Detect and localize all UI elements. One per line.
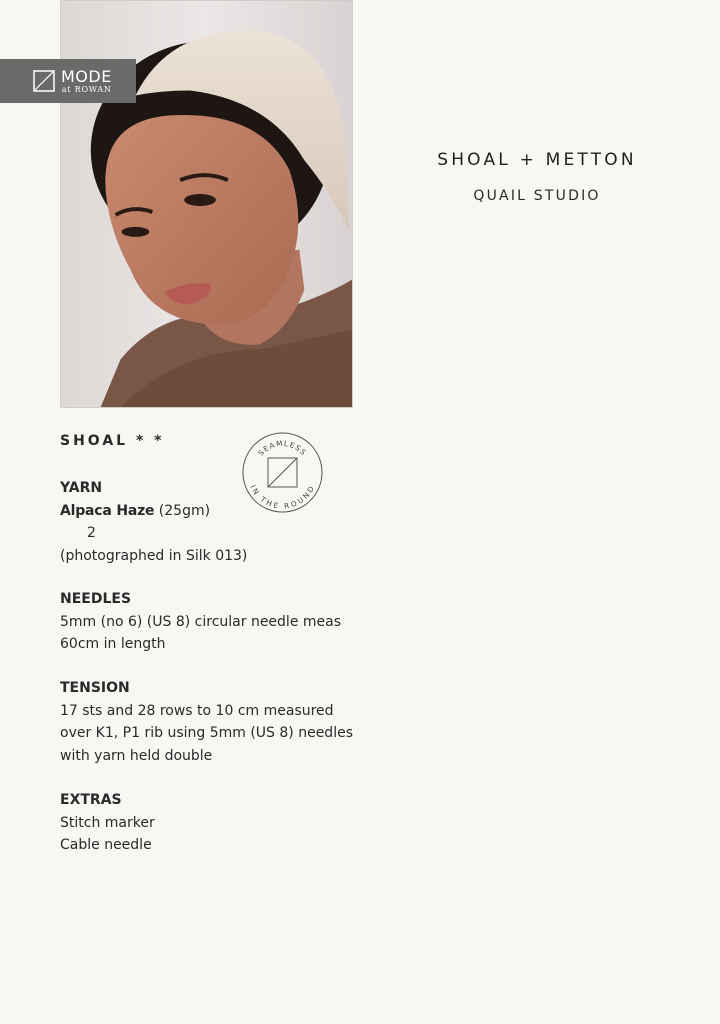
yarn-heading: YARN xyxy=(60,480,103,496)
needles-line-1: 5mm (no 6) (US 8) circular needle meas xyxy=(60,613,342,630)
extras-heading: EXTRAS xyxy=(60,792,122,808)
needles-heading: NEEDLES xyxy=(60,591,132,607)
extras-item-2: Cable needle xyxy=(60,837,152,853)
logo-sub-text: at ROWAN xyxy=(61,84,112,94)
extras-item-1: Stitch marker xyxy=(60,814,155,831)
yarn-photographed: (photographed in Silk 013) xyxy=(60,547,248,564)
badge-bottom-text: IN THE ROUND xyxy=(248,483,317,511)
designer-name: QUAIL STUDIO xyxy=(473,188,601,204)
yarn-section xyxy=(60,477,360,567)
logo-main-text: MODE xyxy=(61,66,112,86)
logo-text xyxy=(61,66,112,94)
tension-section xyxy=(60,677,360,767)
pattern-name: SHOAL * * xyxy=(60,433,165,449)
tension-line-3: with yarn held double xyxy=(60,747,213,764)
yarn-quantity: 2 xyxy=(87,525,96,541)
extras-section xyxy=(60,789,360,857)
needles-line-2: 60cm in length xyxy=(60,636,166,652)
yarn-weight: (25gm) xyxy=(154,502,211,519)
badge-top-text: SEAMLESS xyxy=(256,438,309,458)
tension-heading: TENSION xyxy=(60,680,130,696)
svg-text:SEAMLESS xyxy=(256,439,308,458)
page-title: SHOAL + METTON xyxy=(437,150,637,170)
yarn-line xyxy=(60,500,360,523)
tension-line-1: 17 sts and 28 rows to 10 cm measured xyxy=(60,702,334,719)
logo-square-icon xyxy=(33,70,55,92)
mode-at-rowan-logo xyxy=(0,59,136,103)
needles-section xyxy=(60,588,360,656)
yarn-name: Alpaca Haze xyxy=(60,502,155,519)
tension-line-2: over K1, P1 rib using 5mm (US 8) needles xyxy=(60,725,353,741)
